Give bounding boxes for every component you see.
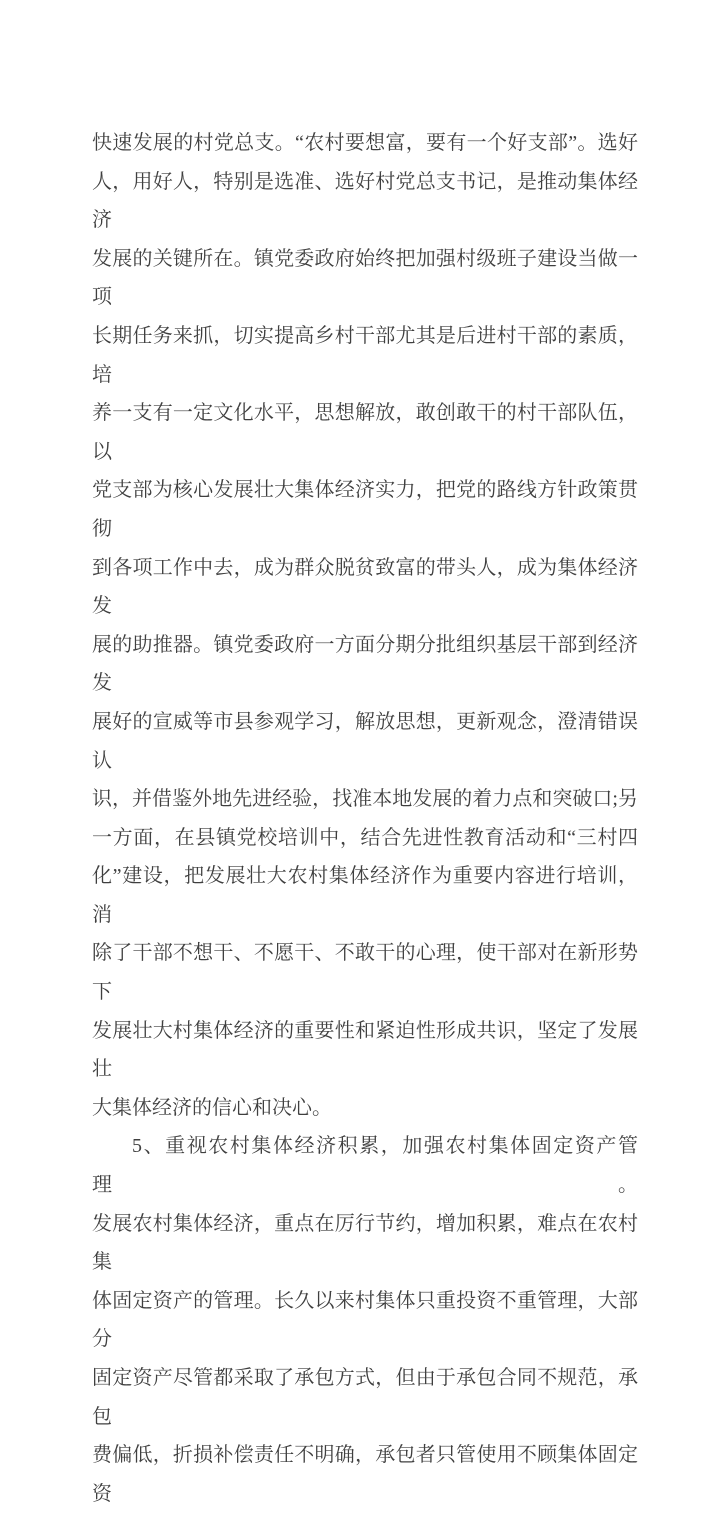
- text-line: 党支部为核心发展壮大集体经济实力，把党的路线方针政策贯彻: [92, 479, 638, 540]
- text-line: 一方面，在县镇党校培训中，结合先进性教育活动和“三村四: [92, 826, 638, 849]
- text-line: 费偏低，折损补偿责任不明确，承包者只管使用不顾集体固定资: [92, 1444, 638, 1505]
- text-line: 长期任务来抓，切实提高乡村干部尤其是后进村干部的素质，培: [92, 324, 638, 386]
- text-line: 发展的关键所在。镇党委政府始终把加强村级班子建设当做一项: [92, 247, 638, 309]
- text-line: 识，并借鉴外地先进经验，找准本地发展的着力点和突破口;另: [92, 788, 638, 811]
- text-line: 固定资产尽管都采取了承包方式，但由于承包合同不规范，承包: [92, 1367, 638, 1428]
- text-line: 化”建设，把发展壮大农村集体经济作为重要内容进行培训，消: [92, 865, 638, 926]
- text-line: 5、重视农村集体经济积累，加强农村集体固定资产管理。: [92, 1135, 638, 1197]
- text-line: 展的助推器。镇党委政府一方面分期分批组织基层干部到经济发: [92, 633, 638, 695]
- text-line: 体固定资产的管理。长久以来村集体只重投资不重管理，大部分: [92, 1289, 638, 1351]
- text-line: 发展农村集体经济，重点在厉行节约，增加积累，难点在农村集: [92, 1212, 638, 1274]
- paragraph-1: [92, 124, 638, 1127]
- text-line: 人，用好人，特别是选准、选好村党总支书记，是推动集体经济: [92, 170, 638, 232]
- text-line: 养一支有一定文化水平，思想解放，敢创敢干的村干部队伍，以: [92, 402, 638, 463]
- text-line: 发展壮大村集体经济的重要性和紧迫性形成共识，坚定了发展壮: [92, 1019, 638, 1081]
- text-line: 大集体经济的信心和决心。: [92, 1096, 332, 1119]
- text-line: 除了干部不想干、不愿干、不敢干的心理，使干部对在新形势下: [92, 942, 638, 1004]
- text-line: 快速发展的村党总支。“农村要想富，要有一个好支部”。选好: [92, 132, 638, 154]
- paragraph-2: [92, 1127, 638, 1513]
- text-line: 展好的宣威等市县参观学习，解放思想，更新观念，澄清错误认: [92, 710, 638, 772]
- text-line: 到各项工作中去，成为群众脱贫致富的带头人，成为集体经济发: [92, 556, 638, 618]
- text-block: [92, 124, 638, 1513]
